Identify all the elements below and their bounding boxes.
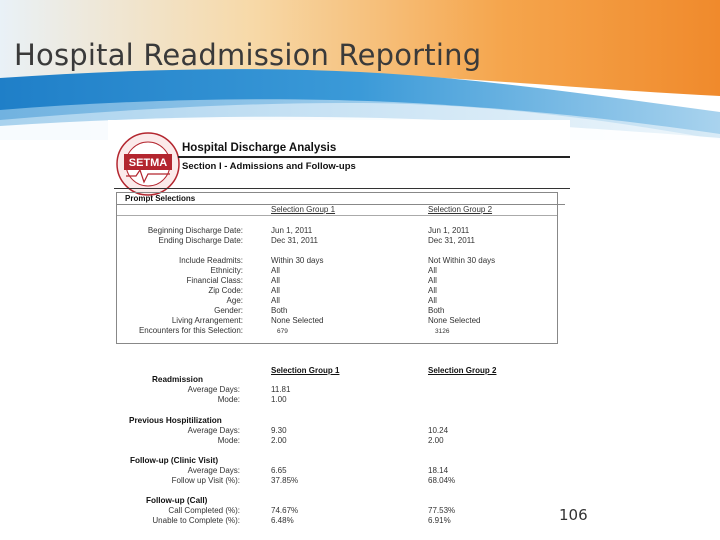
prompt-value-g2: Dec 31, 2011 [428, 236, 475, 245]
prompt-value-g1: Dec 31, 2011 [271, 236, 318, 245]
prompt-value-g1: All [271, 286, 280, 295]
result-label: Average Days: [187, 426, 240, 435]
result-g1: 6.48% [271, 516, 294, 525]
column-header-row [117, 205, 557, 216]
result-g2: 77.53% [428, 506, 456, 515]
result-label: Mode: [217, 436, 240, 445]
divider [178, 156, 570, 158]
prompt-label: Include Readmits: [178, 256, 243, 265]
page-number: 106 [559, 506, 588, 524]
prompt-label: Age: [226, 296, 243, 305]
group1-header: Selection Group 1 [271, 205, 336, 214]
report-title: Hospital Discharge Analysis [182, 142, 337, 154]
prompt-value-g1: All [271, 276, 280, 285]
prompt-label: Financial Class: [186, 276, 243, 285]
prompt-value-g2: Not Within 30 days [428, 256, 496, 265]
result-g1: 9.30 [271, 426, 287, 435]
section-readmission: Readmission [152, 375, 203, 384]
result-g1: 2.00 [271, 436, 287, 445]
prompt-value-g2: All [428, 296, 437, 305]
result-g1: 37.85% [271, 476, 299, 485]
prompt-value-g2: All [428, 286, 437, 295]
result-g2: 2.00 [428, 436, 444, 445]
section-previous-hosp: Previous Hospitilization [129, 416, 222, 425]
result-label: Call Completed (%): [168, 506, 240, 515]
prompt-label: Zip Code: [208, 286, 243, 295]
prompt-value-g1: Both [271, 306, 288, 315]
prompt-value-g2: All [428, 266, 437, 275]
result-g2: 18.14 [428, 466, 449, 475]
result-g2: 68.04% [428, 476, 456, 485]
prompt-value-g2: Both [428, 306, 445, 315]
prompt-value-g1: Jun 1, 2011 [271, 226, 313, 235]
report-screenshot [108, 120, 570, 528]
results-group1-header: Selection Group 1 [271, 366, 340, 375]
svg-text:SETMA: SETMA [128, 157, 168, 169]
group2-header: Selection Group 2 [428, 205, 493, 214]
prompt-label: Gender: [214, 306, 243, 315]
result-label: Average Days: [187, 385, 240, 394]
result-g1: 6.65 [271, 466, 287, 475]
result-g2: 10.24 [428, 426, 449, 435]
result-label: Mode: [217, 395, 240, 404]
result-label: Average Days: [187, 466, 240, 475]
prompt-label: Ethnicity: [210, 266, 243, 275]
section-followup-clinic: Follow-up (Clinic Visit) [130, 456, 219, 465]
prompt-value-g1: Within 30 days [271, 256, 324, 265]
prompt-label: Living Arrangement: [171, 316, 243, 325]
result-g1: 1.00 [271, 395, 287, 404]
prompt-value-g2: All [428, 276, 437, 285]
prompt-value-g2: None Selected [428, 316, 481, 325]
slide-title: Hospital Readmission Reporting [14, 38, 482, 72]
section-followup-call: Follow-up (Call) [146, 496, 208, 505]
result-g2: 6.91% [428, 516, 451, 525]
prompt-value-g1: None Selected [271, 316, 324, 325]
results-group2-header: Selection Group 2 [428, 366, 497, 375]
result-g1: 74.67% [271, 506, 299, 515]
prompt-value-g2: 3126 [435, 328, 450, 335]
prompt-selections-panel [116, 192, 558, 344]
prompt-value-g1: All [271, 266, 280, 275]
result-label: Unable to Complete (%): [152, 516, 240, 525]
prompt-header: Prompt Selections [117, 193, 565, 205]
prompt-value-g2: Jun 1, 2011 [428, 226, 470, 235]
prompt-value-g1: All [271, 296, 280, 305]
prompt-label: Encounters for this Selection: [138, 326, 243, 335]
result-g1: 11.81 [271, 385, 291, 394]
prompt-label: Ending Discharge Date: [158, 236, 243, 245]
divider [114, 188, 570, 189]
prompt-value-g1: 679 [277, 328, 288, 335]
prompt-label: Beginning Discharge Date: [147, 226, 243, 235]
report-section: Section I - Admissions and Follow-ups [182, 161, 356, 172]
result-label: Follow up Visit (%): [171, 476, 240, 485]
